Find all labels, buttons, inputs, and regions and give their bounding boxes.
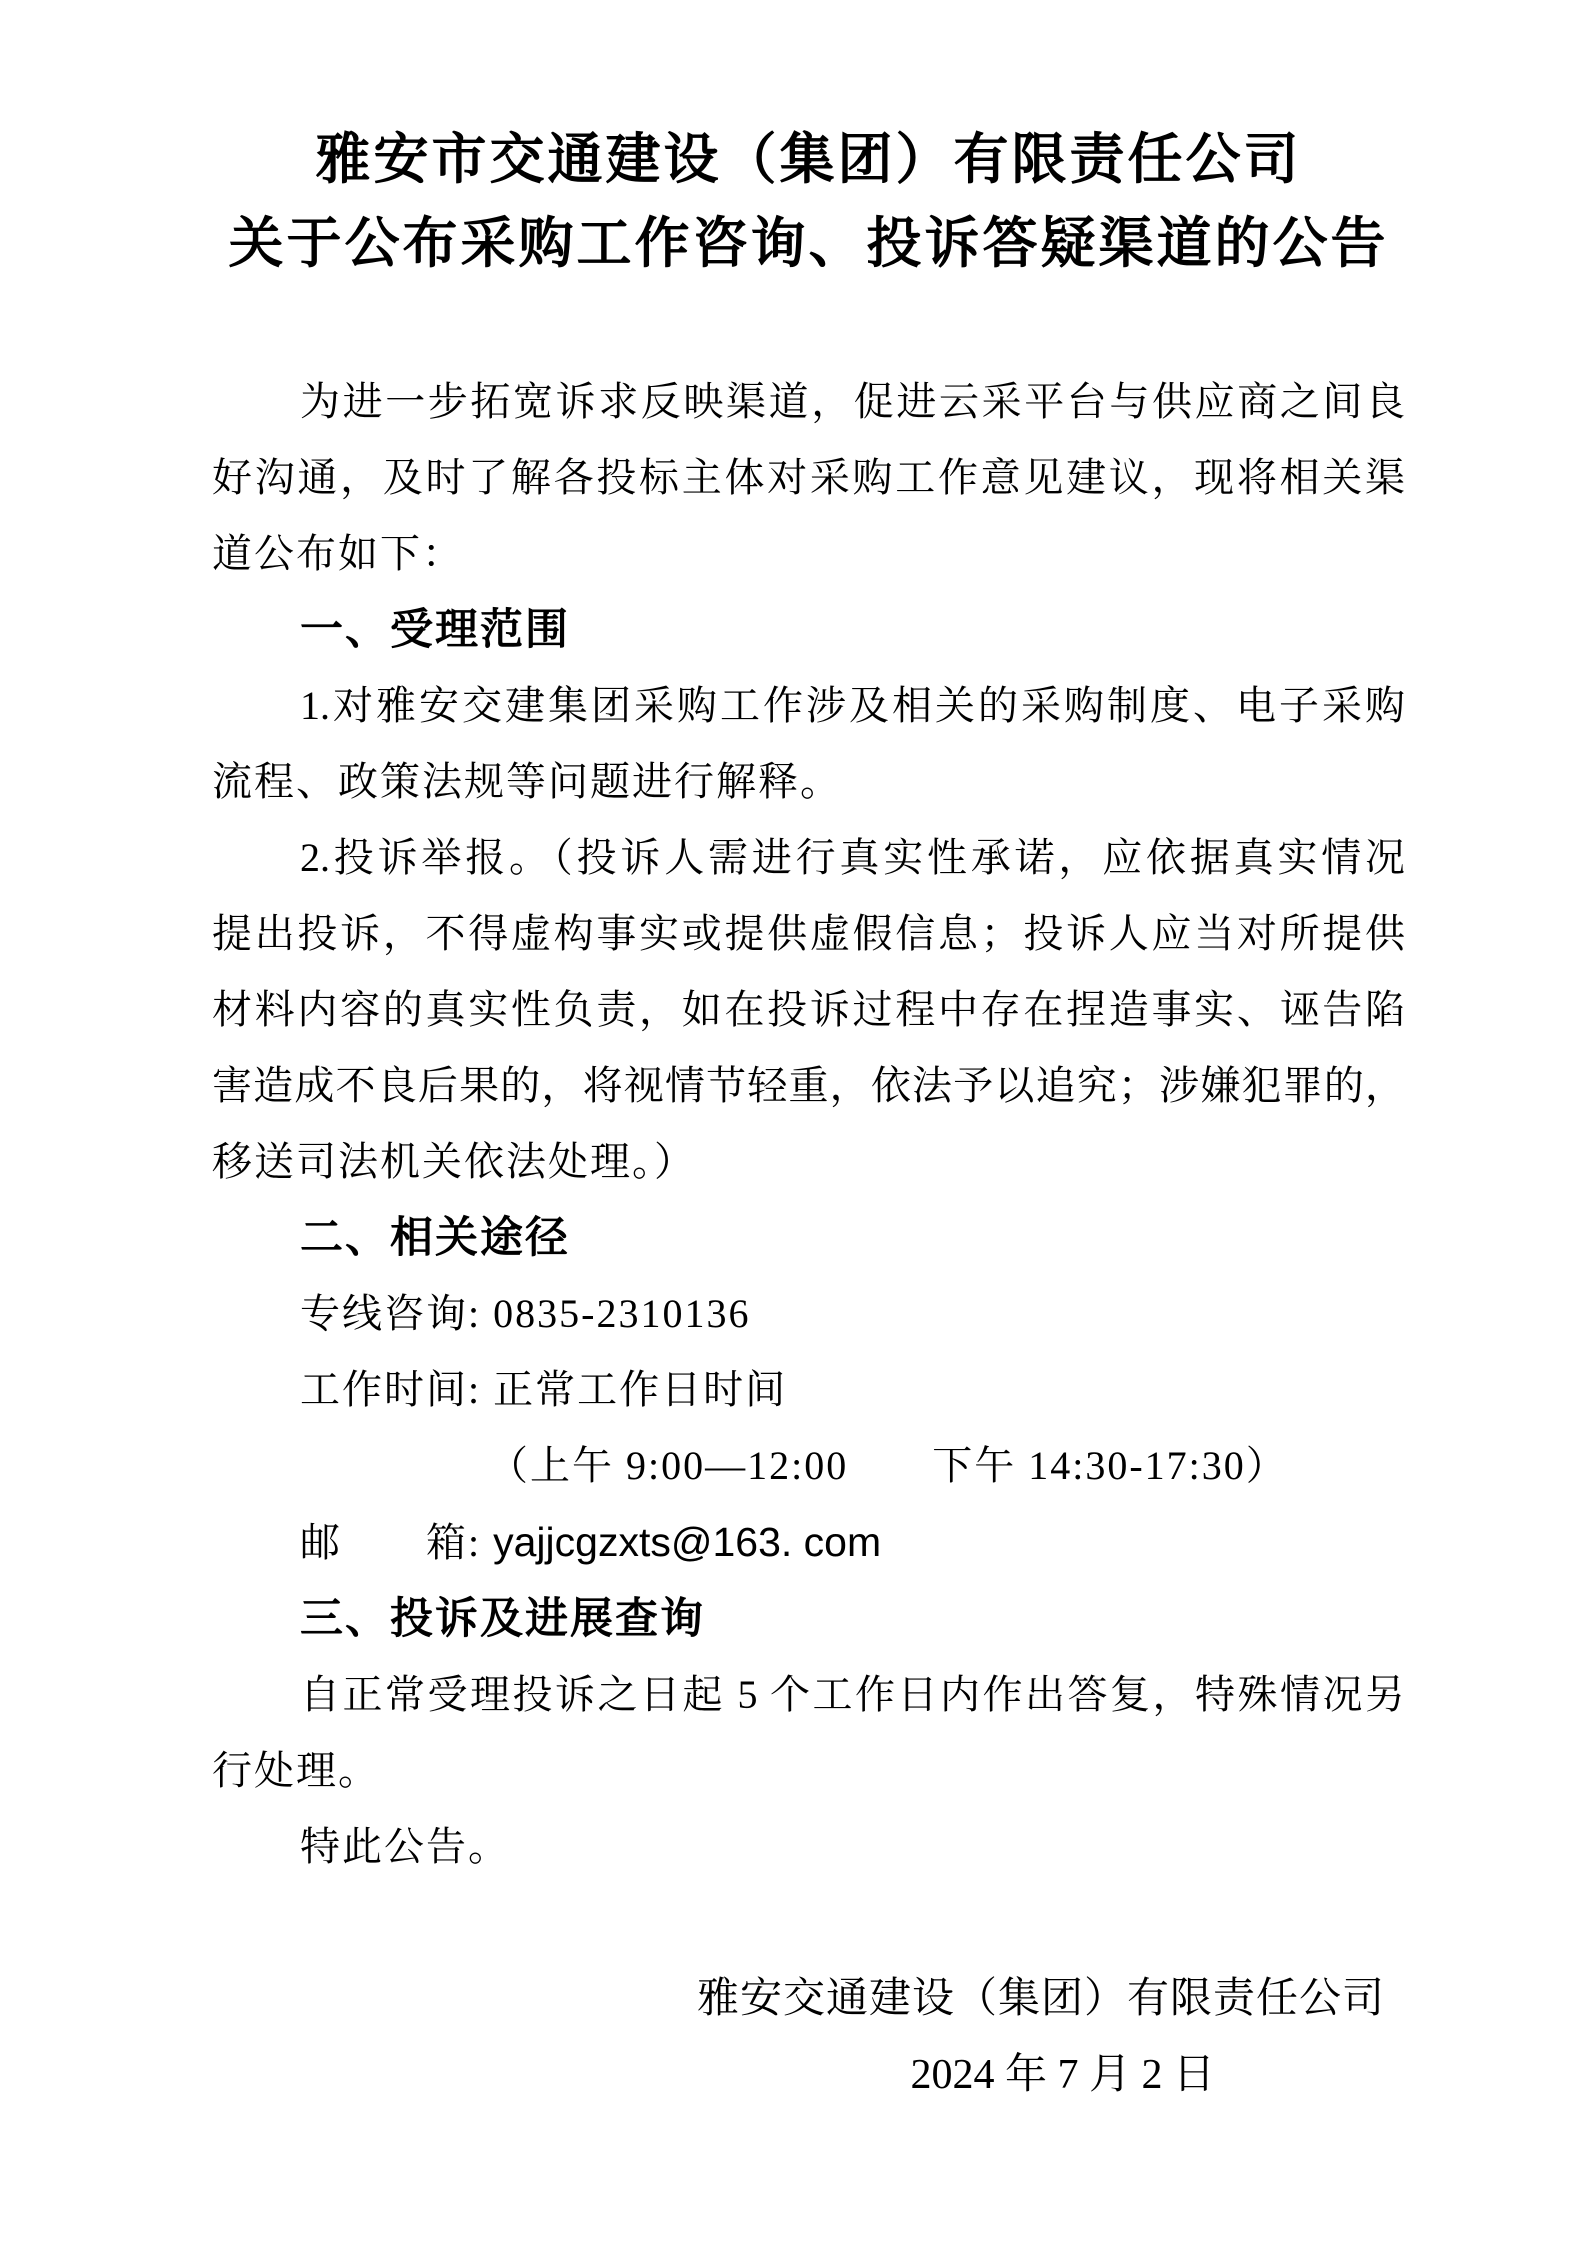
signature-date: 2024 年 7 月 2 日 — [910, 2052, 1215, 2098]
section1-item2-line: 害造成不良后果的，将视情节轻重，依法予以追究；涉嫌犯罪的， — [212, 1063, 1405, 1108]
email-label: 邮 箱: — [300, 1520, 494, 1565]
section2-heading: 二、相关途径 — [300, 1214, 570, 1262]
work-hours-label: 工作时间: — [300, 1367, 494, 1412]
section1-item1-line: 1.对雅安交建集团采购工作涉及相关的采购制度、电子采购 — [300, 683, 1405, 728]
section1-item2-line: 2.投诉举报。（投诉人需进行真实性承诺，应依据真实情况 — [300, 835, 1405, 880]
hotline-line — [212, 1276, 1405, 1352]
section3-line: 自正常受理投诉之日起 5 个工作日内作出答复，特殊情况另 — [300, 1672, 1405, 1717]
section3-heading: 三、投诉及进展查询 — [300, 1595, 705, 1643]
blank-line — [212, 1885, 1405, 1961]
document-title — [212, 118, 1405, 286]
email-line — [212, 1504, 1405, 1581]
work-hours-detail-line: （上午 9:00—12:00 下午 14:30-17:30） — [488, 1443, 1288, 1488]
intro-line: 好沟通，及时了解各投标主体对采购工作意见建议，现将相关渠 — [212, 455, 1405, 500]
hotline-label: 专线咨询: — [300, 1291, 494, 1336]
document-body — [212, 364, 1405, 2113]
work-hours-line — [212, 1352, 1405, 1428]
closing-line: 特此公告。 — [300, 1824, 510, 1869]
hotline-number: 0835-2310136 — [493, 1291, 751, 1336]
section1-item2-line: 材料内容的真实性负责，如在投诉过程中存在捏造事实、诬告陷 — [212, 987, 1405, 1032]
title-line-company: 雅安市交通建设（集团）有限责任公司 — [315, 129, 1302, 190]
email-address: yajjcgzxts@163. com — [493, 1519, 882, 1565]
section3-line: 行处理。 — [212, 1748, 380, 1793]
section1-heading: 一、受理范围 — [300, 606, 570, 654]
intro-line: 道公布如下： — [212, 531, 464, 576]
section1-item2-line: 提出投诉，不得虚构事实或提供虚假信息；投诉人应当对所提供 — [212, 911, 1405, 956]
work-hours-value: 正常工作日时间 — [493, 1367, 788, 1412]
section1-item2-line: 移送司法机关依法处理。） — [212, 1139, 696, 1184]
signature-company: 雅安交通建设（集团）有限责任公司 — [696, 1976, 1385, 2022]
section1-item1-line: 流程、政策法规等问题进行解释。 — [212, 759, 842, 804]
title-line-subject: 关于公布采购工作咨询、投诉答疑渠道的公告 — [228, 213, 1389, 274]
intro-line: 为进一步拓宽诉求反映渠道，促进云采平台与供应商之间良 — [300, 379, 1405, 424]
